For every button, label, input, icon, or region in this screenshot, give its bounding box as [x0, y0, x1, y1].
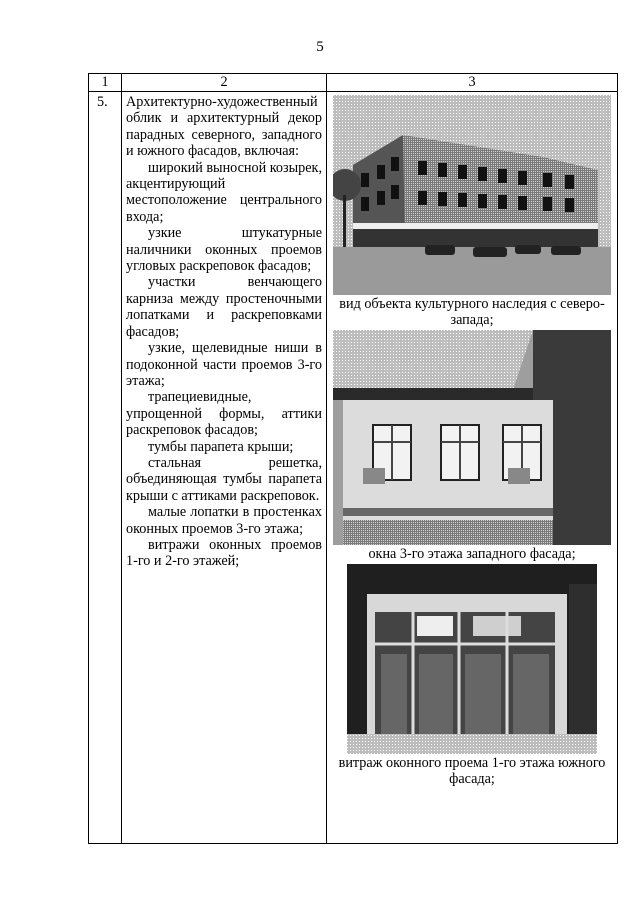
list-item: тумбы парапета крыши; [148, 438, 294, 455]
list-item: малые лопатки в простенках оконных проемов 3-го этажа; [126, 504, 322, 537]
list-item: узкие штукатурные наличники оконных проемов угловых раскреповок фасадов; [126, 225, 322, 275]
storefront-photo [347, 564, 597, 754]
description-cell [122, 92, 327, 844]
list-item: широкий выносной козырек, акцентирующий местоположение центрального входа; [126, 159, 322, 225]
table-header-row [89, 74, 618, 92]
building-photo [333, 95, 611, 295]
header-col-2: 2 [122, 74, 327, 92]
list-item: узкие, щелевидные ниши в подоконной части проемов 3-го этажа; [126, 340, 322, 389]
photo-caption: вид объекта культурного наследия с северо-запада; [339, 296, 605, 328]
photo-caption: витраж оконного проема 1-го этажа южного фасада; [338, 755, 606, 787]
table-row [89, 92, 618, 844]
header-col-3: 3 [327, 74, 618, 92]
row-number: 5. [89, 92, 122, 844]
description-intro: Архитектурно-художественный облик и архитектурный декор парадных северного, западного и южного фасадов, включая: [126, 94, 322, 160]
list-item: участки венчающего карниза между простеночными лопатками и раскреповками фасадов; [126, 274, 322, 340]
list-item: витражи оконных проемов 1-го и 2-го этажей; [126, 536, 322, 570]
page-number: 5 [316, 39, 324, 55]
heritage-table [88, 73, 618, 844]
photos-cell [327, 92, 618, 844]
windows-photo [333, 330, 611, 545]
header-col-1: 1 [89, 74, 122, 92]
photo-caption: окна 3-го этажа западного фасада; [368, 546, 576, 562]
list-item: стальная решетка, объединяющая тумбы парапета крыши с аттиками раскреповок. [126, 454, 322, 504]
list-item: трапециевидные, упрощенной формы, аттики раскреповок фасадов; [126, 389, 322, 439]
